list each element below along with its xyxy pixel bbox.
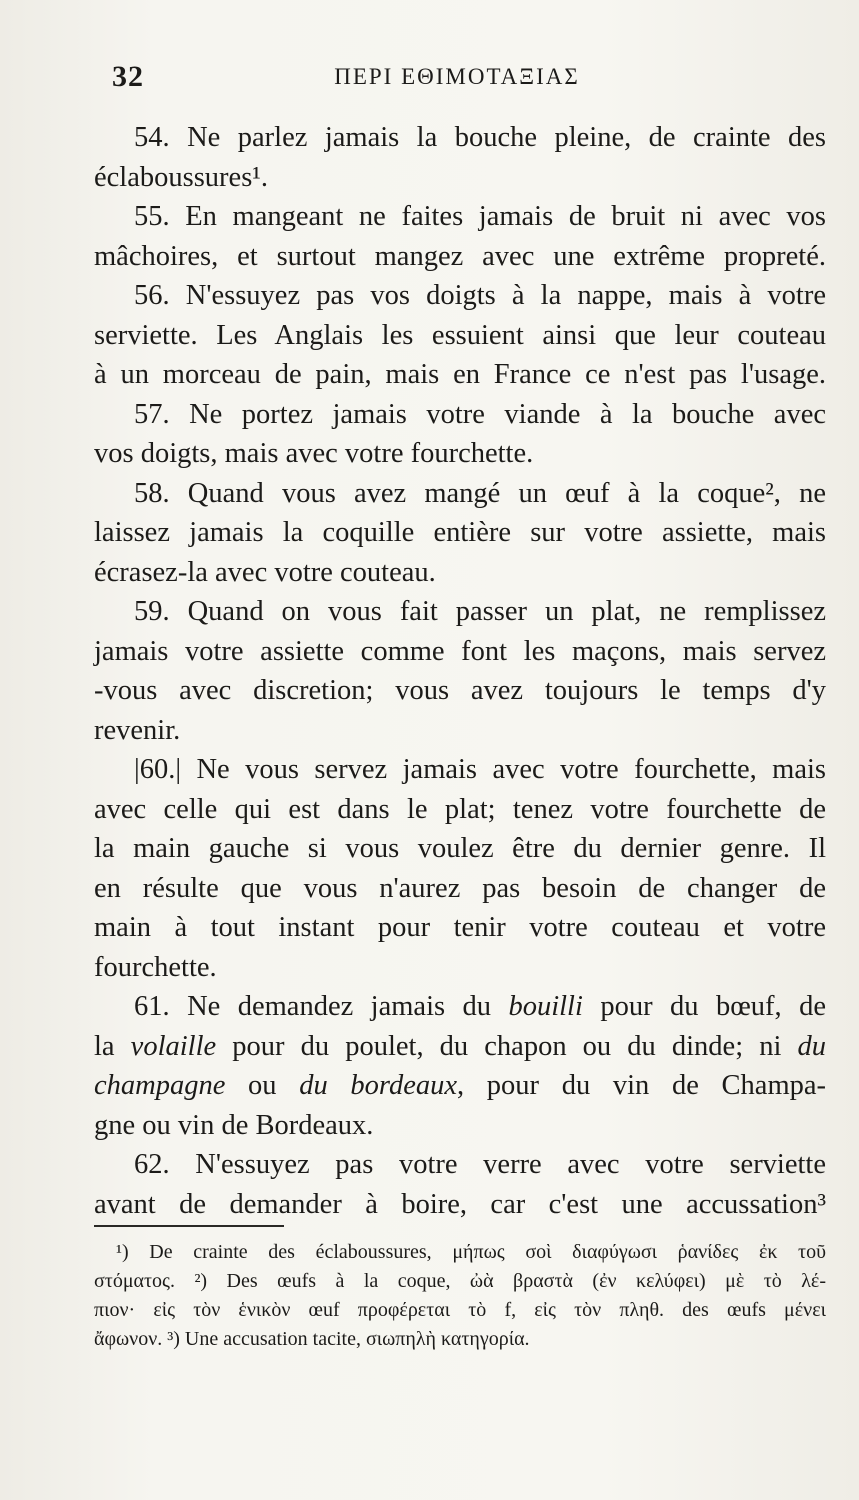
page-number: 32 <box>112 60 144 93</box>
text-run: la <box>94 1030 131 1062</box>
text-line: avec celle qui est dans le plat; tenez votre fourchette de <box>94 793 826 825</box>
footnote-line: πιον· εἰς τὸν ἑνικὸν œuf προφέρεται τὸ f, εἰς τὸν πληθ. des œufs μένει <box>94 1299 826 1321</box>
text-line: 56. N'essuyez pas vos doigts à la nappe, mais à votre <box>134 280 826 311</box>
text-line: -vous avec discretion; vous avez toujours le temps d'y <box>94 675 826 706</box>
text-line: en résulte que vous n'aurez pas besoin de changer de <box>94 872 826 904</box>
italic-term: bouilli <box>508 991 583 1022</box>
text-line: main à tout instant pour tenir votre couteau et votre <box>94 912 826 943</box>
text-line: |60.| Ne vous servez jamais avec votre fourchette, mais <box>134 754 826 785</box>
text-line: éclaboussures¹. <box>94 161 268 193</box>
text-line: 62. N'essuyez pas votre verre avec votre serviette <box>134 1149 826 1180</box>
text-run: pour du poulet, du chapon ou du dinde; ni <box>216 1030 798 1062</box>
text-line: vos doigts, mais avec votre fourchette. <box>94 438 534 469</box>
italic-term: volaille <box>130 1030 217 1062</box>
text-line: avant de demander à boire, car c'est une accussation³ <box>94 1188 826 1220</box>
text-line: mâchoires, et surtout mangez avec une extrême propreté. <box>94 240 826 272</box>
text-line: fourchette. <box>94 951 217 983</box>
text-line: revenir. <box>94 714 181 746</box>
text-run: pour du bœuf, de <box>582 991 826 1022</box>
italic-term: champagne <box>94 1070 226 1101</box>
text-line: 57. Ne portez jamais votre viande à la bouche avec <box>134 398 826 430</box>
running-title: ΠΕΡΙ ΕΘΙΜΟΤΑΞΙΑΣ <box>334 64 580 89</box>
text-line-61-3 <box>94 1066 826 1106</box>
text-line: jamais votre assiette comme font les maçons, mais servez <box>94 635 826 667</box>
italic-term: du bordeaux <box>299 1070 457 1101</box>
footnote-line: στόματος. ²) Des œufs à la coque, ὠὰ βραστὰ (ἐν κελύφει) μὲ τὸ λέ- <box>94 1270 826 1292</box>
text-line-61-2 <box>94 1027 826 1067</box>
footnote-line: ¹) De crainte des éclaboussures, μήπως σοὶ διαφύγωσι ῥανίδες ἐκ τοῦ <box>116 1241 826 1263</box>
italic-term: du <box>797 1030 826 1062</box>
text-run: ou <box>225 1070 300 1101</box>
text-run: , pour du vin de Champa- <box>457 1070 827 1101</box>
body-text <box>94 118 826 1224</box>
text-line: 55. En mangeant ne faites jamais de bruit ni avec vos <box>134 201 826 232</box>
text-line: 54. Ne parlez jamais la bouche pleine, de crainte des <box>134 122 826 153</box>
footnote-line: ἄφωνον. ³) Une accusation tacite, σιωπηλὴ κατηγορία. <box>94 1328 530 1350</box>
text-line: à un morceau de pain, mais en France ce n'est pas l'usage. <box>94 359 826 390</box>
text-line: la main gauche si vous voulez être du dernier genre. Il <box>94 833 826 864</box>
text-line-61-4: gne ou vin de Bordeaux. <box>94 1109 374 1141</box>
text-line: serviette. Les Anglais les essuient ainsi que leur couteau <box>94 319 826 351</box>
text-line: 59. Quand on vous fait passer un plat, ne remplissez <box>134 596 826 627</box>
text-line-61-1 <box>94 987 826 1027</box>
page-header <box>112 60 802 100</box>
footnote-rule <box>94 1225 284 1227</box>
text-line: laissez jamais la coquille entière sur votre assiette, mais <box>94 517 826 548</box>
text-line: écrasez-la avec votre couteau. <box>94 556 436 588</box>
footnotes <box>94 1238 826 1354</box>
text-line: 58. Quand vous avez mangé un œuf à la coque², ne <box>134 477 826 509</box>
text-run: 61. Ne demandez jamais du <box>134 991 509 1022</box>
